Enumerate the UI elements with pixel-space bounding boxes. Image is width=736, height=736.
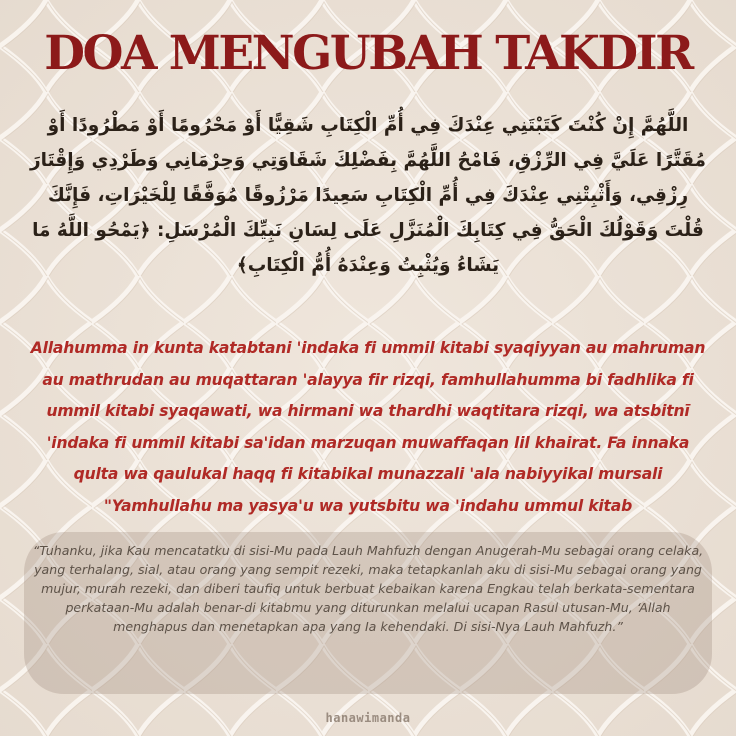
latin-transliteration-text: Allahumma in kunta katabtani 'indaka fi ummil kitabi syaqiyyan au mahruman au mathrudan au muqattaran 'alayya fir rizqi, famhullahumma bi fadhlika fi ummil kitabi syaqawati, wa hirmani wa thardhi waqtitara rizqi, wa atsbitnī 'indaka fi ummil kitabi sa'idan marzuqan muwaffaqan lil khairat. Fa innaka qulta wa qaulukal haqq fi kitabikal munazzali 'ala nabiyyikal mursali "Yamhullahu ma yasya'u wa yutsbitu wa 'indahu ummul kitab [30, 339, 706, 515]
page-title: DOA MENGUBAH TAKDIR [44, 26, 692, 81]
watermark-handle: hanawimanda [325, 711, 411, 725]
translation-text: “Tuhanku, jika Kau mencatatku di sisi-Mu pada Lauh Mahfuzh dengan Anugerah-Mu sebagai orang celaka, yang terhalang, sial, atau orang yang sempit rezeki, maka tetapkanlah aku di sisi-Mu sebagai orang yang mujur, murah rezeki, dan diberi taufiq untuk berbuat kebaikan karena Engkau telah berkata-sementara perkataan-Mu adalah benar-di kitabmu yang diturunkan melalui ucapan Rasul utusan-Mu, ‘Allah menghapus dan menetapkan apa yang Ia kehendaki. Di sisi-Nya Lauh Mahfuzh.” [32, 543, 704, 634]
arabic-prayer-text: اللَّهُمَّ إِنْ كُنْتَ كَتَبْتَنِي عِنْدَكَ فِي أُمِّ الْكِتَابِ شَقِيًّا أَوْ مَحْرُومًا أَوْ مَطْرُودًا أَوْ مُقَتَّرًا عَلَيَّ فِي الرِّزْقِ، فَامْحُ اللَّهُمَّ بِفَضْلِكَ شَقَاوَتِي وَحِرْمَانِي وَطَرْدِي وَإِقْتَارَ رِزْقِي، وَأَثْبِتْنِي عِنْدَكَ فِي أُمِّ الْكِتَابِ سَعِيدًا مَرْزُوقًا مُوَفَّقًا لِلْخَيْرَاتِ، فَإِنَّكَ قُلْتَ وَقَوْلُكَ الْحَقُّ فِي كِتَابِكَ الْمُنَزَّلِ عَلَى لِسَانِ نَبِيِّكَ الْمُرْسَلِ: ﴿يَمْحُو اللَّهُ مَا يَشَاءُ وَيُثْبِتُ وَعِنْدَهُ أُمُّ الْكِتَابِ﴾ [29, 115, 706, 276]
